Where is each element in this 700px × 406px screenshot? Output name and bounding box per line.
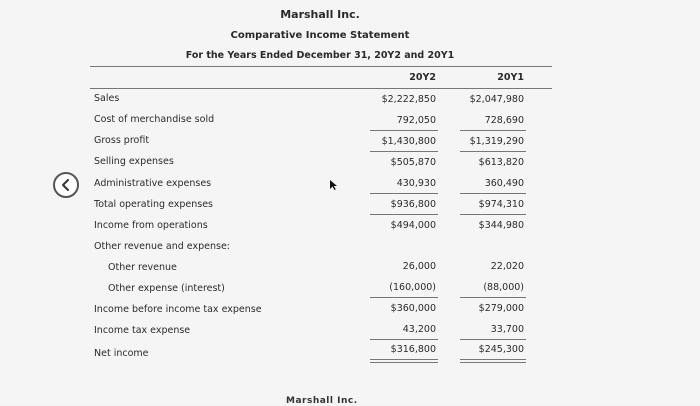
value-20y1-other-revenue: 22,020: [490, 261, 524, 272]
value-20y2-sales: $2,222,850: [381, 94, 436, 105]
value-20y2-gross-profit: $1,430,800: [381, 136, 436, 147]
value-20y2-other-revenue: 26,000: [402, 261, 436, 272]
value-20y1-income-from-operations: $344,980: [478, 220, 524, 231]
row-label-sales: Sales: [94, 93, 120, 104]
row-label-cost-of-merchandise: Cost of merchandise sold: [94, 114, 215, 125]
value-20y1-sales: $2,047,980: [469, 94, 524, 105]
chevron-left-icon: [61, 179, 71, 191]
underline: [460, 151, 526, 152]
underline: [460, 193, 526, 194]
row-label-income-from-operations: Income from operations: [94, 220, 208, 231]
value-20y1-income-tax-expense: 33,700: [490, 324, 524, 335]
row-label-gross-profit: Gross profit: [94, 135, 150, 146]
double-underline: [370, 359, 438, 360]
row-label-other-revenue: Other revenue: [108, 262, 177, 273]
value-20y1-income-before-tax: $279,000: [478, 303, 524, 314]
value-20y2-selling-expenses: $505,870: [390, 157, 436, 168]
row-label-income-tax-expense: Income tax expense: [94, 325, 191, 336]
underline: [370, 130, 438, 131]
underline: [370, 193, 438, 194]
value-20y2-administrative-expenses: 430,930: [396, 178, 436, 189]
double-underline: [460, 362, 526, 363]
underline: [370, 214, 438, 215]
underline: [370, 151, 438, 152]
value-20y2-cost-of-merchandise: 792,050: [396, 115, 436, 126]
value-20y1-selling-expenses: $613,820: [478, 157, 524, 168]
value-20y2-income-tax-expense: 43,200: [402, 324, 436, 335]
row-label-income-before-tax: Income before income tax expense: [94, 304, 262, 315]
underline: [370, 297, 438, 298]
row-label-selling-expenses: Selling expenses: [94, 156, 174, 167]
column-header-20y1: 20Y1: [497, 72, 524, 83]
row-label-administrative-expenses: Administrative expenses: [94, 178, 212, 189]
underline: [460, 130, 526, 131]
partial-next-title: Marshall Inc.: [286, 396, 358, 406]
double-underline: [370, 362, 438, 363]
statement-title: Comparative Income Statement: [230, 30, 410, 41]
row-label-other-revenue-and-expense: Other revenue and expense:: [94, 241, 230, 252]
value-20y2-income-from-operations: $494,000: [390, 220, 436, 231]
header-rule-bottom: [90, 88, 552, 89]
company-name: Marshall Inc.: [280, 8, 360, 21]
value-20y2-income-before-tax: $360,000: [390, 303, 436, 314]
underline: [460, 339, 526, 340]
value-20y1-gross-profit: $1,319,290: [469, 136, 524, 147]
row-label-total-operating-expenses: Total operating expenses: [94, 199, 213, 210]
statement-period: For the Years Ended December 31, 20Y2 and 20Y1: [185, 50, 455, 61]
value-20y1-administrative-expenses: 360,490: [484, 178, 524, 189]
value-20y1-cost-of-merchandise: 728,690: [484, 115, 524, 126]
value-20y2-total-operating-expenses: $936,800: [390, 199, 436, 210]
underline: [460, 214, 526, 215]
header-rule-top: [90, 66, 552, 67]
mouse-pointer-icon: [330, 180, 338, 190]
value-20y2-other-expense: (160,000): [389, 282, 436, 293]
column-header-20y2: 20Y2: [409, 72, 436, 83]
row-label-other-expense: Other expense (interest): [108, 283, 225, 294]
value-20y1-net-income: $245,300: [478, 344, 524, 355]
value-20y2-net-income: $316,800: [390, 344, 436, 355]
back-button[interactable]: [53, 172, 79, 198]
value-20y1-total-operating-expenses: $974,310: [478, 199, 524, 210]
row-label-net-income: Net income: [94, 348, 149, 359]
underline: [460, 297, 526, 298]
underline: [370, 339, 438, 340]
double-underline: [460, 359, 526, 360]
value-20y1-other-expense: (88,000): [483, 282, 524, 293]
